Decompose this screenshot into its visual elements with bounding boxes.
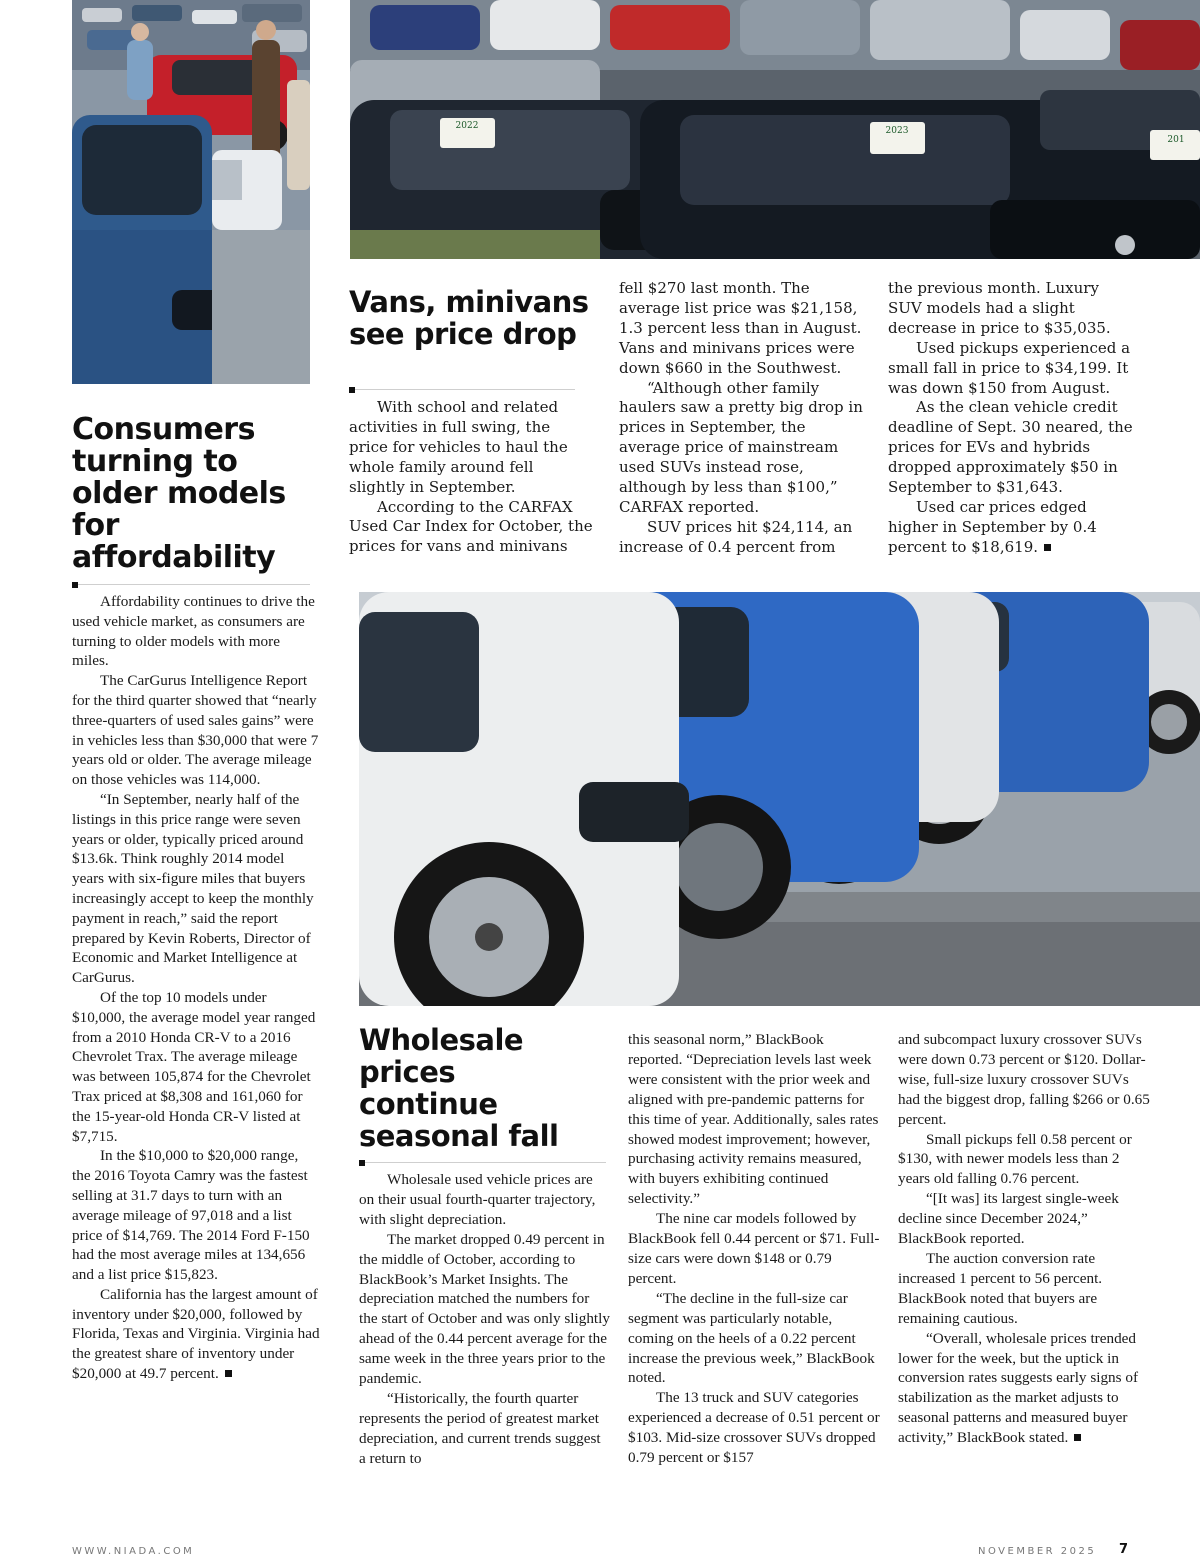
paragraph: As the clean vehicle credit deadline of Sept. 30 neared, the prices for EVs and hybrids dropped approximately $50 in September to $31,643. <box>888 398 1133 497</box>
headline-rule-wholesale <box>359 1162 606 1163</box>
article-vans-col1 <box>349 398 593 557</box>
paragraph: The 13 truck and SUV categories experienced a decrease of 0.51 percent or $103. Mid-size crossover SUVs dropped 0.79 percent or $157 <box>628 1389 880 1467</box>
end-mark <box>1044 544 1051 551</box>
paragraph: “Although other family haulers saw a pretty big drop in prices in September, the average price of mainstream used SUVs instead rose, although by less than $100,” CARFAX reported. <box>619 378 863 516</box>
paragraph: Small pickups fell 0.58 percent or $130, with newer models less than 2 years old falling 0.76 percent. <box>898 1130 1132 1188</box>
paragraph: and subcompact luxury crossover SUVs were down 0.73 percent or $120. Dollar-wise, full-size luxury crossover SUVs had the biggest drop, falling $266 or 0.65 percent. <box>898 1031 1150 1128</box>
paragraph: Of the top 10 models under $10,000, the average model year ranged from a 2010 Honda CR-V to a 2016 Chevrolet Trax. The average mileage was between 105,874 for the Chevrolet Trax priced at $8,308 and 161,060 for the 15-year-old Honda CR-V listed at $7,715. <box>72 988 316 1145</box>
paragraph: “[It was] its largest single-week decline since December 2024,” BlackBook reported. <box>898 1190 1119 1248</box>
paragraph-text: “Overall, wholesale prices trended lower for the week, but the uptick in conversion rates suggests early signs of stabilization as the market adjusts to seasonal patterns and measured buyer activity,” BlackBook stated. <box>898 1329 1138 1447</box>
paragraph: the previous month. Luxury SUV models had a slight decrease in price to $35,035. <box>888 279 1111 337</box>
paragraph: The auction conversion rate increased 1 percent to 56 percent. BlackBook noted that buyers are remaining cautious. <box>898 1249 1103 1327</box>
article-wholesale-col3 <box>898 1030 1150 1448</box>
page-number: 7 <box>1119 1542 1129 1557</box>
photo-crossover-row <box>359 592 1200 1006</box>
paragraph: fell $270 last month. The average list price was $21,158, 1.3 percent less than in August. Vans and minivans prices were down $660 in the Southwest. <box>619 279 862 377</box>
price-sticker-2022: 2022 <box>455 121 479 131</box>
paragraph-text: California has the largest amount of inventory under $20,000, followed by Florida, Texas and Virginia. Virginia had the greatest share of inventory under $20,000 at 49.7 percent. <box>72 1285 320 1383</box>
headline-rule-vans <box>349 389 575 390</box>
footer-website: WWW.NIADA.COM <box>72 1546 195 1557</box>
paragraph: SUV prices hit $24,114, an increase of 0.4 percent from <box>619 517 853 556</box>
paragraph <box>898 1329 1150 1448</box>
paragraph-text: Used car prices edged higher in September by 0.4 percent to $18,619. <box>888 497 1097 556</box>
paragraph: With school and related activities in full swing, the price for vehicles to haul the whole family around fell slightly in September. <box>349 398 568 496</box>
paragraph <box>888 498 1136 558</box>
photo-dealer-lot-suvs <box>350 0 1200 259</box>
photo-car-lot-shoppers <box>72 0 310 384</box>
paragraph: Used pickups experienced a small fall in price to $34,199. It was down $150 from August. <box>888 338 1131 397</box>
paragraph: According to the CARFAX Used Car Index for October, the prices for vans and minivans <box>349 497 593 556</box>
paragraph: The market dropped 0.49 percent in the middle of October, according to BlackBook’s Market Insights. The depreciation matched the numbers for the start of October and was only slightly ahead of the 0.44 percent average for the same week in the three years prior to the pandemic. <box>359 1230 610 1388</box>
end-mark <box>1074 1434 1081 1441</box>
price-sticker-2023: 2023 <box>885 126 909 136</box>
footer-issue: NOVEMBER 2025 <box>978 1546 1097 1557</box>
article-vans-col2 <box>619 279 863 558</box>
paragraph: “Historically, the fourth quarter represents the period of greatest market depreciation, and current trends suggest a return to <box>359 1389 601 1467</box>
paragraph: Wholesale used vehicle prices are on their usual fourth-quarter trajectory, with slight depreciation. <box>359 1171 596 1228</box>
article-vans-col3 <box>888 279 1136 558</box>
paragraph: The nine car models followed by BlackBook fell 0.44 percent or $71. Full-size cars were down $148 or 0.79 percent. <box>628 1210 880 1287</box>
paragraph: Affordability continues to drive the used vehicle market, as consumers are turning to older models with more miles. <box>72 593 315 670</box>
article-wholesale-col2 <box>628 1030 880 1468</box>
end-mark <box>225 1370 232 1377</box>
price-sticker-partial: 201 <box>1167 135 1185 145</box>
paragraph: In the $10,000 to $20,000 range, the 2016 Toyota Camry was the fastest selling at 31.7 days to turn with an average mileage of 97,018 and a list price of $14,769. The 2014 Ford F-150 had the most average miles at 134,656 and a list price $15,823. <box>72 1147 310 1284</box>
paragraph: The CarGurus Intelligence Report for the third quarter showed that “nearly three-quarters of used sales gains” were in vehicles less than $30,000 that were 7 years old or older. The average mileage on those vehicles was 114,000. <box>72 672 319 789</box>
paragraph: “In September, nearly half of the listings in this price range were seven years or older, typically priced around $13.6k. Think roughly 2014 model years with six-figure miles that buyers increasingly accept to keep the monthly payment in reach,” said the report prepared by Kevin Roberts, Director of Economic and Market Intelligence at CarGurus. <box>72 790 314 987</box>
article-consumers-body <box>72 592 320 1384</box>
headline-rule-consumers <box>72 584 310 585</box>
paragraph <box>72 1285 320 1384</box>
headline-consumers: Consumers turning to older models for affordability <box>72 412 286 575</box>
paragraph: “The decline in the full-size car segment was particularly notable, coming on the heels of a 0.22 percent increase the previous week,” BlackBook noted. <box>628 1289 875 1387</box>
headline-wholesale: Wholesale prices continue seasonal fall <box>359 1023 559 1153</box>
headline-vans: Vans, minivans see price drop <box>349 285 589 351</box>
paragraph: this seasonal norm,” BlackBook reported. “Depreciation levels last week were consistent with the prior week and aligned with pre-pandemic patterns for this time of year. Additionally, sales rates showed modest improvement; however, purchasing activity remains measured, with buyers exhibiting continued selectivity.” <box>628 1031 879 1208</box>
article-wholesale-col1 <box>359 1170 611 1469</box>
